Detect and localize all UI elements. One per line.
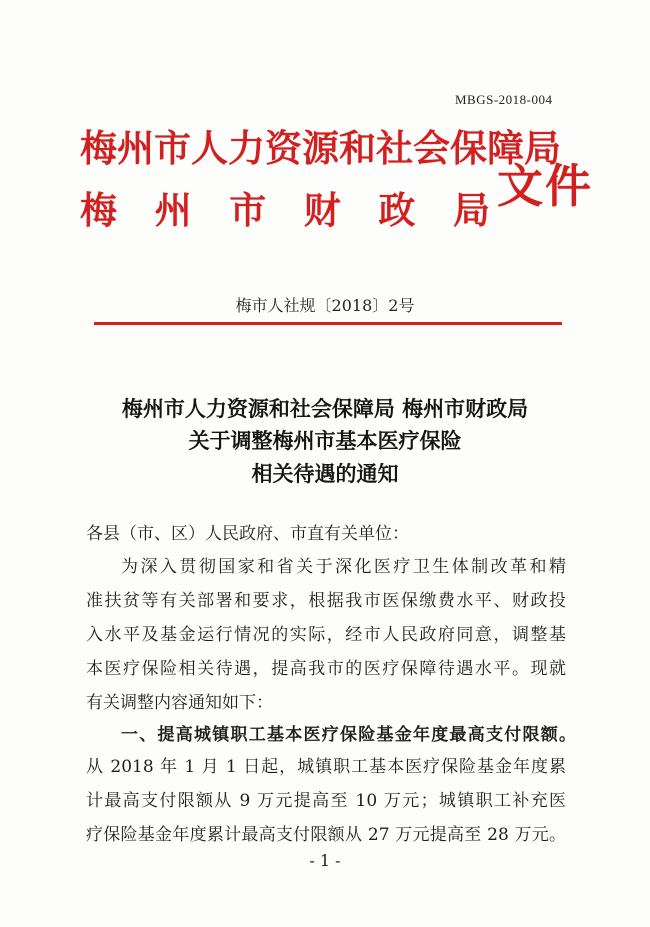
body-line: 入水平及基金运行情况的实际，经市人民政府同意，调整基	[86, 625, 566, 645]
issuer-header-char: 梅	[80, 189, 117, 232]
document-code: MBGS-2018-004	[455, 92, 553, 107]
title-line-2: 关于调整梅州市基本医疗保险	[188, 429, 462, 453]
body-line: 为深入贯彻国家和省关于深化医疗卫生体制改革和精	[121, 557, 566, 577]
section-heading-1: 一、提高城镇职工基本医疗保险基金年度最高支付限额。	[121, 725, 576, 745]
header-document-suffix: 文件	[497, 159, 593, 213]
addressee-line: 各县（市、区）人民政府、市直有关单位：	[86, 524, 409, 544]
body-line: 疗保险基金年度累计最高支付限额从 27 万元提高至 28 万元。	[86, 825, 566, 845]
regulation-number: 梅市人社规〔2018〕2号	[235, 296, 415, 315]
body-line: 从 2018 年 1 月 1 日起，城镇职工基本医疗保险基金年度累	[86, 757, 566, 777]
body-line: 本医疗保险相关待遇，提高我市的医疗保障待遇水平。现就	[86, 659, 566, 679]
title-line-1: 梅州市人力资源和社会保障局 梅州市财政局	[121, 397, 529, 421]
issuer-header-line-1: 梅州市人力资源和社会保障局	[80, 127, 561, 170]
title-line-3: 相关待遇的通知	[251, 462, 399, 486]
issuer-header-char: 财	[303, 189, 341, 232]
issuer-header-char: 州	[154, 189, 192, 232]
issuer-header-char: 政	[378, 189, 416, 232]
issuer-header-line-2	[80, 180, 490, 234]
page-number: - 1 -	[309, 851, 341, 870]
body-line: 准扶贫等有关部署和要求，根据我市医保缴费水平、财政投	[86, 591, 566, 611]
body-line: 计最高支付限额从 9 万元提高至 10 万元；城镇职工补充医	[86, 791, 566, 811]
red-divider-rule	[94, 322, 562, 325]
issuer-header-char: 局	[452, 189, 490, 232]
issuer-header-char: 市	[229, 189, 267, 232]
body-line: 有关调整内容通知如下：	[86, 693, 273, 713]
